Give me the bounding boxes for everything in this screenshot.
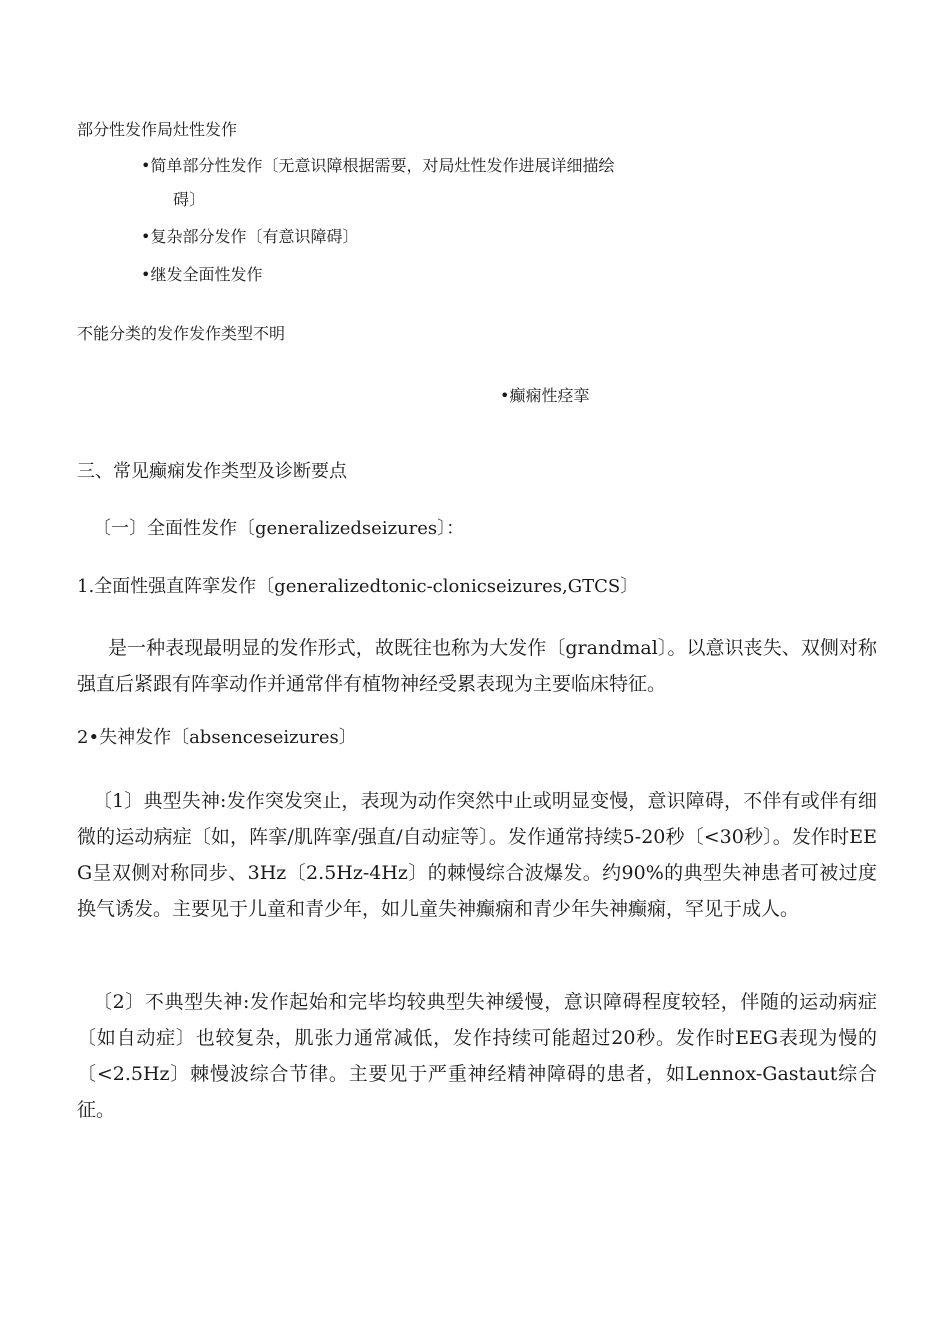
item2-heading: 2•失神发作〔absenceseizures〕 [77,727,357,748]
item1-heading: 1.全面性强直阵挛发作〔generalizedtonic-clonicseizures,GTCS〕 [77,576,639,597]
subsection-one-heading: 〔一〕全面性发作〔generalizedseizures〕： [93,518,465,539]
secondary-generalized-item: •继发全面性发作 [141,265,263,284]
unclassified-seizure-line: 不能分类的发作发作类型不明 [77,324,286,343]
partial-seizure-heading: 部分性发作局灶性发作 [77,120,238,139]
section-three-heading: 三、常见癫痫发作类型及诊断要点 [77,461,347,482]
simple-partial-item-line2: 碍〕 [173,190,206,209]
atypical-absence-paragraph: 〔2〕不典型失神:发作起始和完毕均较典型失神缓慢，意识障碍程度较轻，伴随的运动病症〔如自动症〕也较复杂，肌张力通常减低，发作持续可能超过20秒。发作时EEG表现为慢的〔<2.5Hz〕棘慢波综合节律。主要见于严重神经精神障碍的患者，如Lennox-Gastaut综合征。 [77,991,877,1121]
typical-absence-paragraph: 〔1〕典型失神:发作突发突止，表现为动作突然中止或明显变慢，意识障碍，不伴有或伴有细微的运动病症〔如，阵挛/肌阵挛/强直/自动症等〕。发作通常持续5-20秒〔<30秒〕。发作时EEG呈双侧对称同步、3Hz〔2.5Hz-4Hz〕的棘慢综合波爆发。约90%的典型失神患者可被过度换气诱发。主要见于儿童和青少年，如儿童失神癫痫和青少年失神癫痫，罕见于成人。 [77,790,877,920]
gtcs-description-paragraph: 是一种表现最明显的发作形式，故既往也称为大发作〔grandmal〕。以意识丧失、双侧对称强直后紧跟有阵挛动作并通常伴有植物神经受累表现为主要临床特征。 [77,637,877,695]
simple-partial-item-line1: •简单部分性发作〔无意识障根据需要，对局灶性发作进展详细描绘 [141,156,615,175]
epileptic-spasm-item: •癫痫性痉挛 [500,386,590,405]
complex-partial-item: •复杂部分发作〔有意识障碍〕 [141,227,359,246]
